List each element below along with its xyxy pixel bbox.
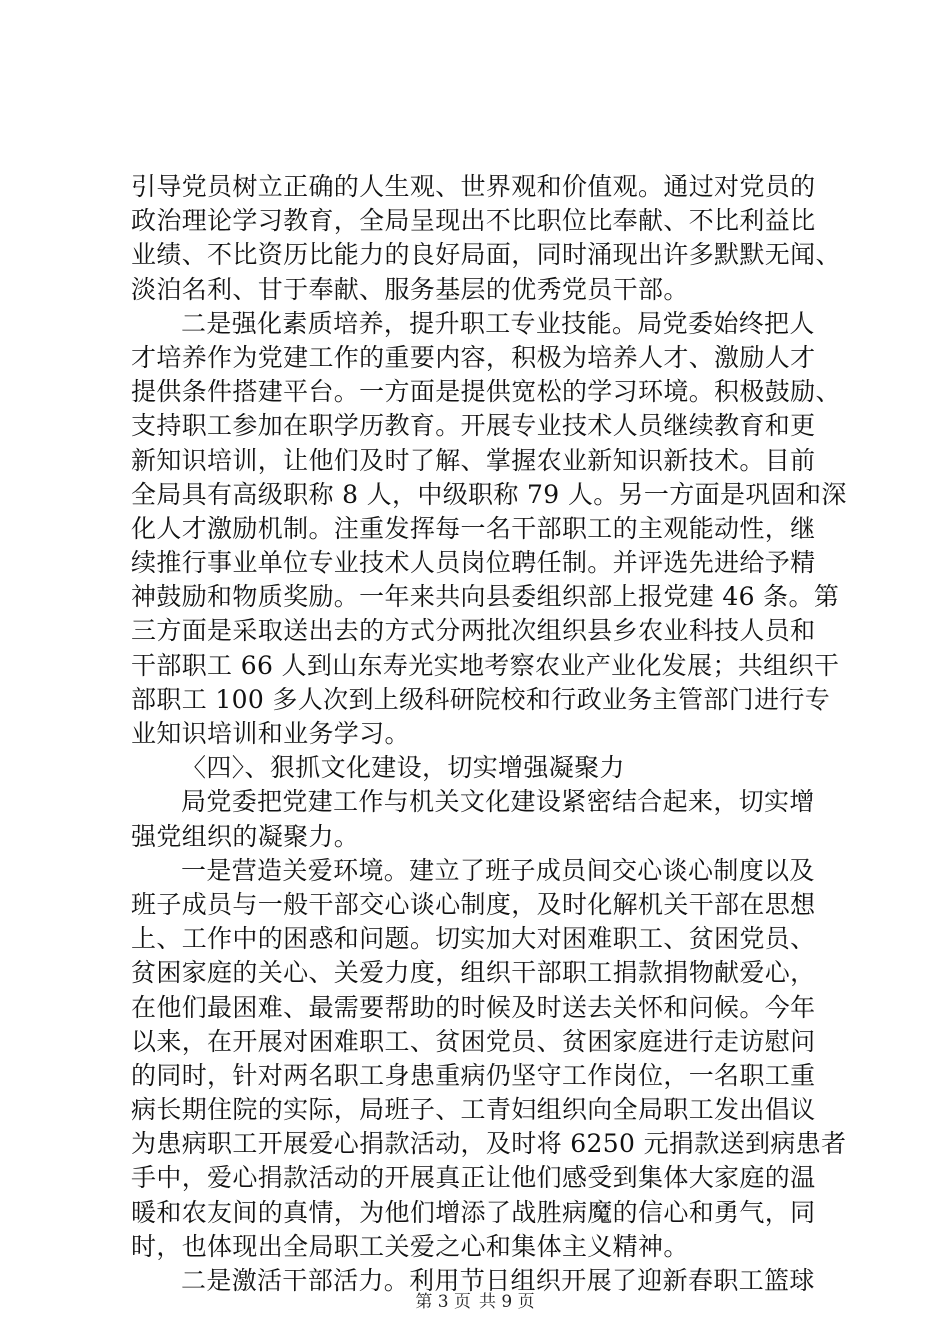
text-line: 一是营造关爱环境。建立了班子成员间交心谈心制度以及 bbox=[181, 855, 815, 885]
text-line: 三方面是采取送出去的方式分两批次组织县乡农业科技人员和 bbox=[131, 616, 816, 646]
text-line: 局党委把党建工作与机关文化建设紧密结合起来，切实增 bbox=[181, 787, 815, 817]
text-line: 神鼓励和物质奖励。一年来共向县委组织部上报党建 46 条。第 bbox=[131, 582, 840, 612]
text-line: 引导党员树立正确的人生观、世界观和价值观。通过对党员的 bbox=[131, 172, 816, 201]
text-line: 强党组织的凝聚力。 bbox=[131, 821, 360, 851]
text-line: 班子成员与一般干部交心谈心制度，及时化解机关干部在思想 bbox=[131, 889, 816, 919]
text-line: 为患病职工开展爱心捐款活动，及时将 6250 元捐款送到病患者 bbox=[131, 1129, 847, 1159]
page-total: 共 9 页 bbox=[479, 1292, 535, 1312]
text-line: 的同时，针对两名职工身患重病仍坚守工作岗位，一名职工重 bbox=[131, 1060, 816, 1090]
text-line: 续推行事业单位专业技术人员岗位聘任制。并评选先进给予精 bbox=[131, 548, 816, 578]
text-line: 病长期住院的实际，局班子、工青妇组织向全局职工发出倡议 bbox=[131, 1095, 816, 1125]
text-line: 新知识培训，让他们及时了解、掌握农业新知识新技术。目前 bbox=[131, 445, 816, 475]
text-line: 化人才激励机制。注重发挥每一名干部职工的主观能动性，继 bbox=[131, 513, 816, 543]
page-footer bbox=[0, 1291, 950, 1313]
text-line: 支持职工参加在职学历教育。开展专业技术人员继续教育和更 bbox=[131, 411, 816, 441]
text-line: 上、工作中的困惑和问题。切实加大对困难职工、贫困党员、 bbox=[131, 924, 816, 954]
text-line: 手中，爱心捐款活动的开展真正让他们感受到集体大家庭的温 bbox=[131, 1163, 816, 1193]
text-line: 淡泊名利、甘于奉献、服务基层的优秀党员干部。 bbox=[131, 274, 689, 304]
text-line: 全局具有高级职称 8 人，中级职称 79 人。另一方面是巩固和深 bbox=[131, 479, 847, 509]
text-line: 政治理论学习教育，全局呈现出不比职位比奉献、不比利益比 bbox=[131, 206, 816, 236]
text-line: 〈四〉、狠抓文化建设，切实增强凝聚力 bbox=[181, 753, 625, 783]
text-line: 业绩、不比资历比能力的良好局面，同时涌现出许多默默无闻、 bbox=[131, 240, 841, 270]
text-line: 部职工 100 多人次到上级科研院校和行政业务主管部门进行专 bbox=[131, 684, 831, 714]
text-line: 二是强化素质培养，提升职工专业技能。局党委始终把人 bbox=[181, 308, 815, 338]
text-line: 业知识培训和业务学习。 bbox=[131, 719, 410, 748]
text-line: 二是激活干部活力。利用节日组织开展了迎新春职工篮球 bbox=[181, 1266, 815, 1295]
text-line: 暖和农友间的真情，为他们增添了战胜病魔的信心和勇气，同 bbox=[131, 1197, 816, 1227]
text-line: 时，也体现出全局职工关爱之心和集体主义精神。 bbox=[131, 1231, 689, 1261]
text-line: 贫困家庭的关心、关爱力度，组织干部职工捐款捐物献爱心， bbox=[131, 958, 816, 988]
text-line: 提供条件搭建平台。一方面是提供宽松的学习环境。积极鼓励、 bbox=[131, 377, 841, 407]
page-number: 第 3 页 bbox=[415, 1292, 471, 1312]
text-line: 才培养作为党建工作的重要内容，积极为培养人才、激励人才 bbox=[131, 342, 816, 372]
body-text bbox=[131, 170, 847, 1298]
text-line: 以来，在开展对困难职工、贫困党员、贫困家庭进行走访慰问 bbox=[131, 1026, 816, 1056]
text-line: 在他们最困难、最需要帮助的时候及时送去关怀和问候。今年 bbox=[131, 992, 816, 1022]
text-line: 干部职工 66 人到山东寿光实地考察农业产业化发展；共组织干 bbox=[131, 650, 840, 680]
